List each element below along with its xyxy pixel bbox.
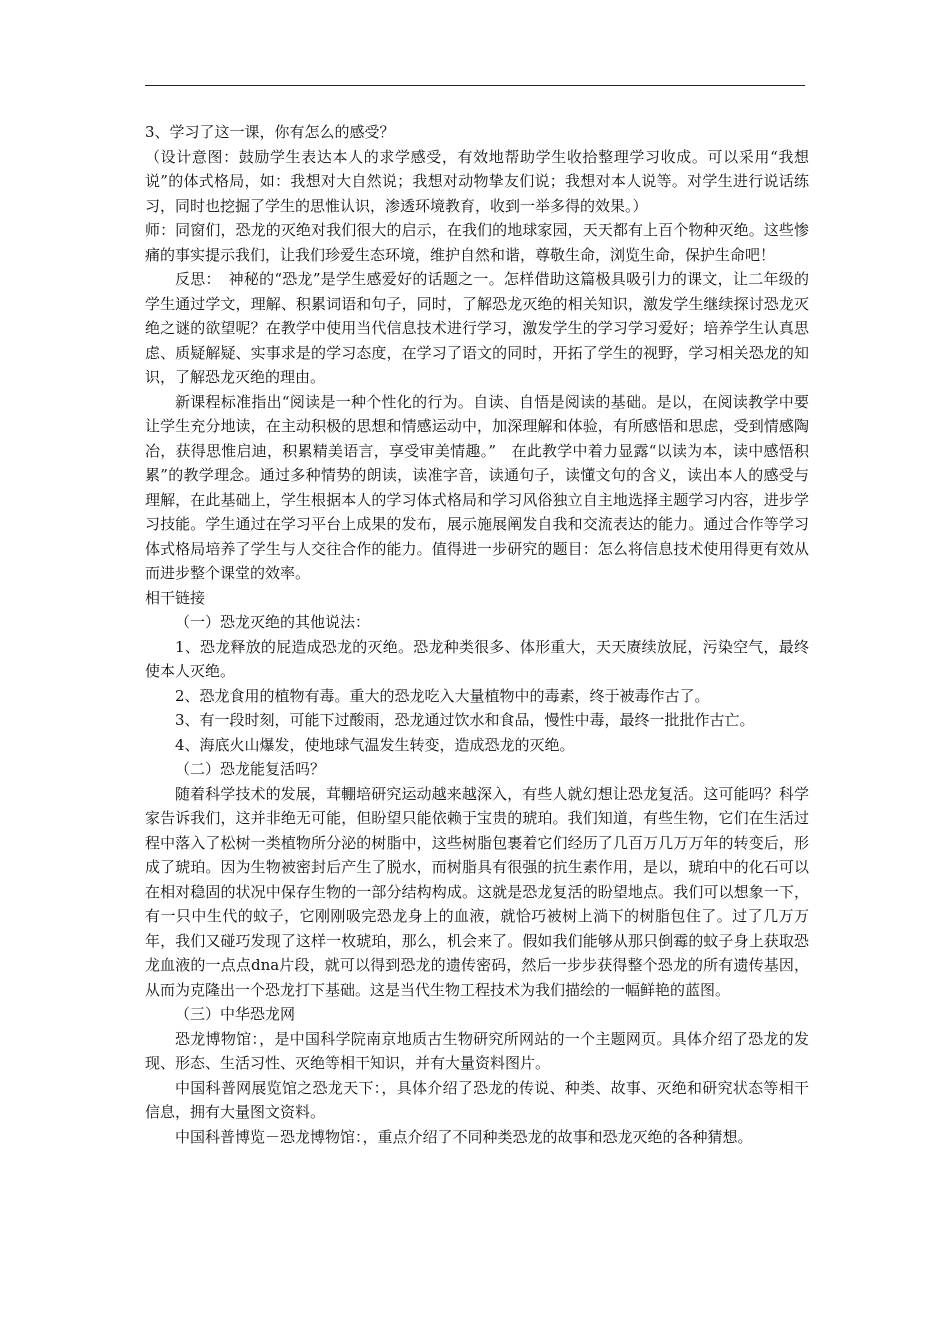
list-item: 3、有一段时刻，可能下过酸雨，恐龙通过饮水和食品，慢性中毒，最终一批批作古亡。 xyxy=(175,711,755,729)
teacher-remark: 师：同窗们，恐龙的灭绝对我们很大的启示，在我们的地球家园，天天都有上百个物种灭绝。这些惨痛的事实提示我们，让我们珍爱生态环境，维护自然和谐，尊敬生命，浏览生命，保护生命吧！ xyxy=(145,221,809,264)
curriculum-note: 新课程标准指出“阅读是一种个性化的行为。自读、自悟是阅读的基础。是以，在阅读教学中要让学生充分地读，在主动积极的思想和情感运动中，加深理解和体验，有所感悟和思虑，受到情感陶冶，获得思惟启迪，积累精美语言，享受审美情趣。” 在此教学中着力显露“以读为本，读中感悟积累”的教学理念。通过多种情势的朗读，读准字音，读通句子，读懂文句的含义，读出本人的感受与理解，在此基础上，学生根据本人的学习体式格局和学习风俗独立自主地选择主题学习内容，进步学习技能。学生通过在学习平台上成果的发布，展示施展阐发自我和交流表达的能力。通过合作等学习体式格局培养了学生与人交往合作的能力。值得进一步研究的题目：怎么将信息技术使用得更有效从而进步整个课堂的效率。 xyxy=(145,392,809,582)
section-heading-links: 相干链接 xyxy=(145,588,206,607)
link-item: 恐龙博物馆：，是中国科学院南京地质古生物研究所网站的一个主题网页。具体介绍了恐龙的发现、形态、生活习性、灭绝等相干知识，并有大量资料图片。 xyxy=(145,1029,809,1072)
list-item: 4、海底火山爆发，使地球气温发生转变，造成恐龙的灭绝。 xyxy=(175,735,575,754)
document-body xyxy=(145,120,809,1149)
link-item: 中国科普网展览馆之恐龙天下：，具体介绍了恐龙的传说、种类、故事、灭绝和研究状态等相干信息，拥有大量图文资料。 xyxy=(145,1078,809,1121)
subheading-extinction: （一）恐龙灭绝的其他说法： xyxy=(175,613,371,631)
list-item: 2、恐龙食用的植物有毒。重大的恐龙吃入大量植物中的毒素，终于被毒作古了。 xyxy=(175,686,710,705)
link-item: 中国科普博览－恐龙博物馆：，重点介绍了不同种类恐龙的故事和恐龙灭绝的各种猜想。 xyxy=(175,1127,753,1146)
reflection: 反思： 神秘的“恐龙”是学生感爱好的话题之一。怎样借助这篇极具吸引力的课文，让二年级的学生通过学文，理解、积累词语和句子，同时，了解恐龙灭绝的相关知识，激发学生继续探讨恐龙灭绝之谜的欲望呢？在教学中使用当代信息技术进行学习，激发学生的学习学习爱好；培养学生认真思虑、质疑解疑、实事求是的学习态度，在学习了语文的同时，开拓了学生的视野，学习相关恐龙的知识，了解恐龙灭绝的理由。 xyxy=(145,270,809,386)
revival-paragraph: 随着科学技术的发展，茸輣培研究运动越来越深入，有些人就幻想让恐龙复活。这可能吗？科学家告诉我们，这并非绝无可能，但盼望只能依赖于宝贵的琥珀。我们知道，有些生物，它们在生活过程中落入了松树一类植物所分泌的树脂中，这些树脂包裹着它们经历了几百万几万万年的转变后，形成了琥珀。因为生物被密封后产生了脱水，而树脂具有很强的抗生素作用，是以，琥珀中的化石可以在相对稳固的状况中保存生物的一部分结构构成。这就是恐龙复活的盼望地点。我们可以想象一下，有一只中生代的蚊子，它刚刚吸完恐龙身上的血液，就恰巧被树上淌下的树脂包住了。过了几万万年，我们又碰巧发现了这样一枚琥珀，那么，机会来了。假如我们能够从那只倒霉的蚊子身上获取恐龙血液的一点点dna片段，就可以得到恐龙的遗传密码，然后一步步获得整个恐龙的所有遗传基因，从而为克隆出一个恐龙打下基础。这是当代生物工程技术为我们描绘的一幅鲜艳的蓝图。 xyxy=(145,784,809,999)
subheading-revival: （二）恐龙能复活吗？ xyxy=(175,760,326,778)
question-3: 3、学习了这一课，你有怎么的感受？ xyxy=(145,123,395,141)
subheading-network: （三）中华恐龙网 xyxy=(175,1005,296,1023)
header-rule xyxy=(145,85,805,86)
list-item: 1、恐龙释放的屁造成恐龙的灭绝。恐龙种类很多、体形重大，天天赓续放屁，污染空气，最终使本人灭绝。 xyxy=(145,637,809,680)
design-intent: （设计意图：鼓励学生表达本人的求学感受，有效地帮助学生收拾整理学习收成。可以采用“我想说”的体式格局，如：我想对大自然说；我想对动物挚友们说；我想对本人说等。对学生进行说话练习，同时也挖掘了学生的思惟认识，渗透环境教育，收到一举多得的效果。） xyxy=(145,147,809,215)
